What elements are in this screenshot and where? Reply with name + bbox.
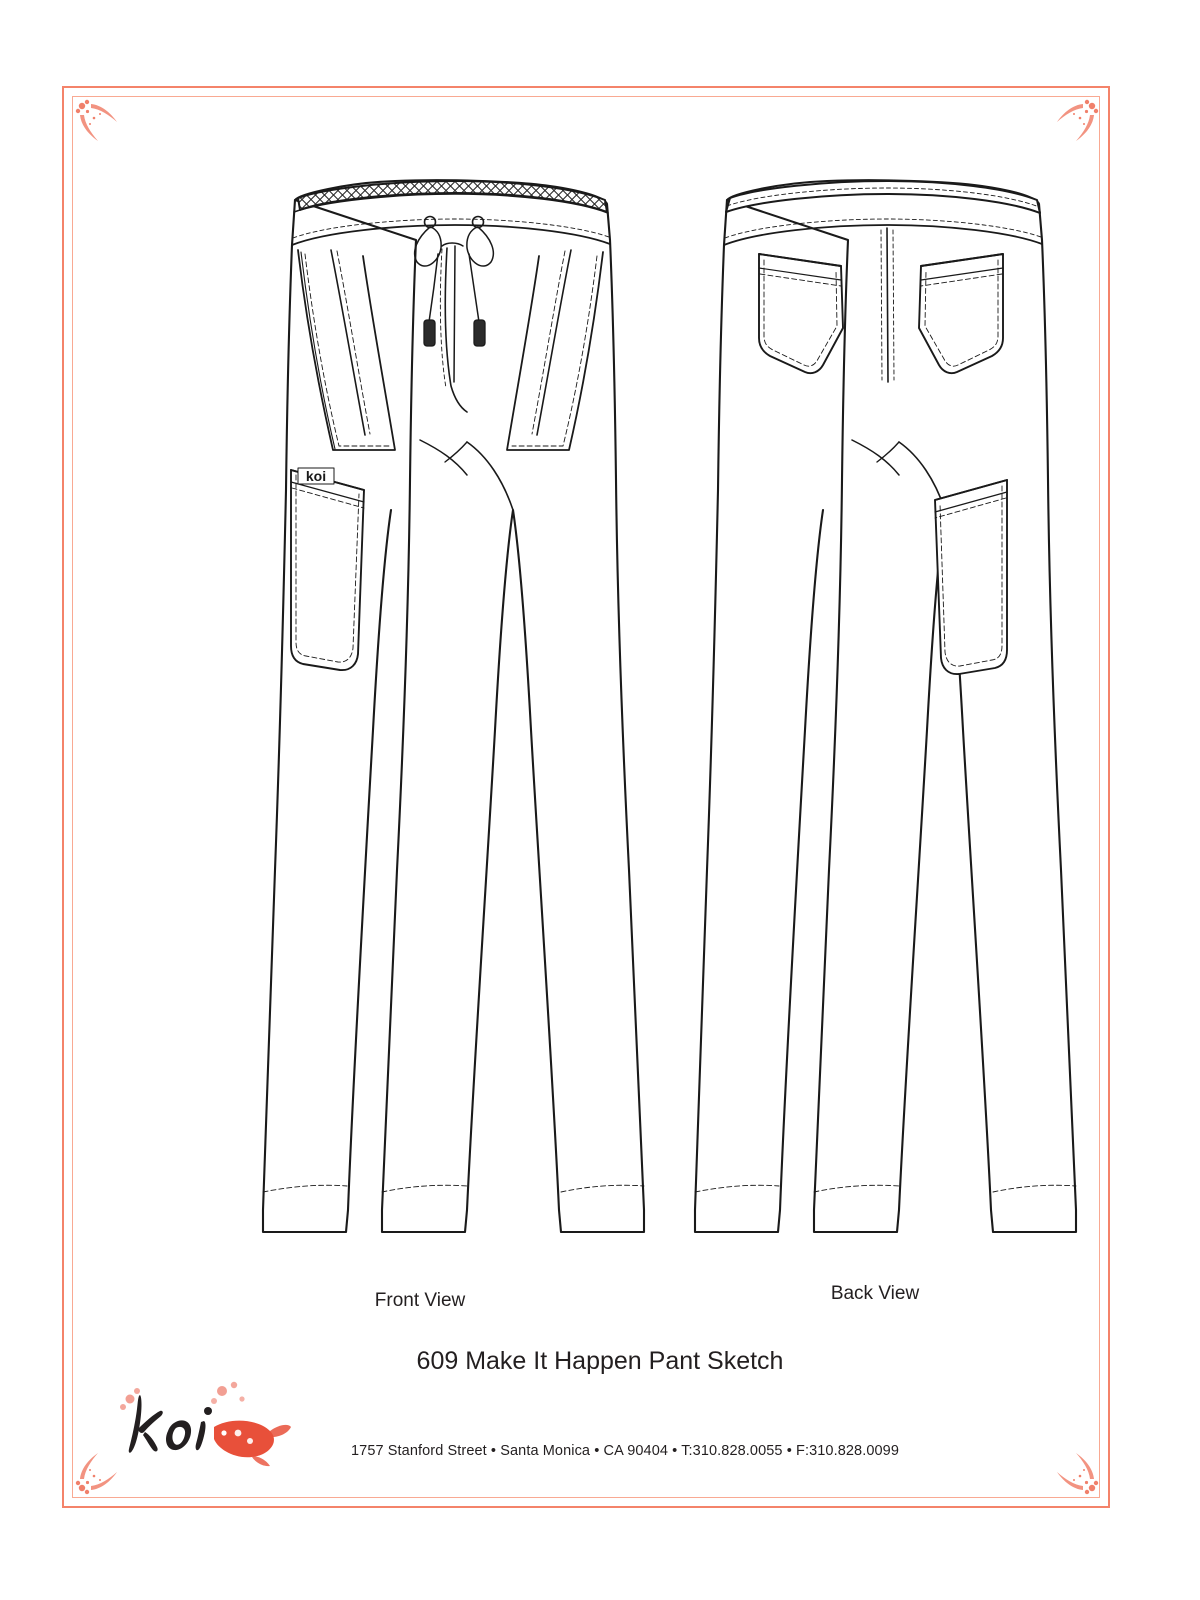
corner-floral-ornament-icon: [74, 98, 120, 144]
front-view-sketch: [263, 180, 644, 1232]
back-view-label: Back View: [830, 1283, 920, 1304]
corner-floral-ornament-icon: [1054, 1450, 1100, 1496]
corner-floral-ornament-icon: [74, 1450, 120, 1496]
technical-sketch-illustration: [95, 150, 1085, 1290]
koi-brand-logo: [118, 1375, 293, 1470]
svg-text:koi: koi: [305, 468, 327, 484]
page-title: 609 Make It Happen Pant Sketch: [416, 1347, 784, 1375]
front-view-label: Front View: [374, 1290, 466, 1311]
corner-floral-ornament-icon: [1054, 98, 1100, 144]
footer-address: 1757 Stanford Street • Santa Monica • CA 90404 • T:310.828.0055 • F:310.828.0099: [350, 1443, 899, 1459]
back-view-sketch: [695, 180, 1076, 1232]
